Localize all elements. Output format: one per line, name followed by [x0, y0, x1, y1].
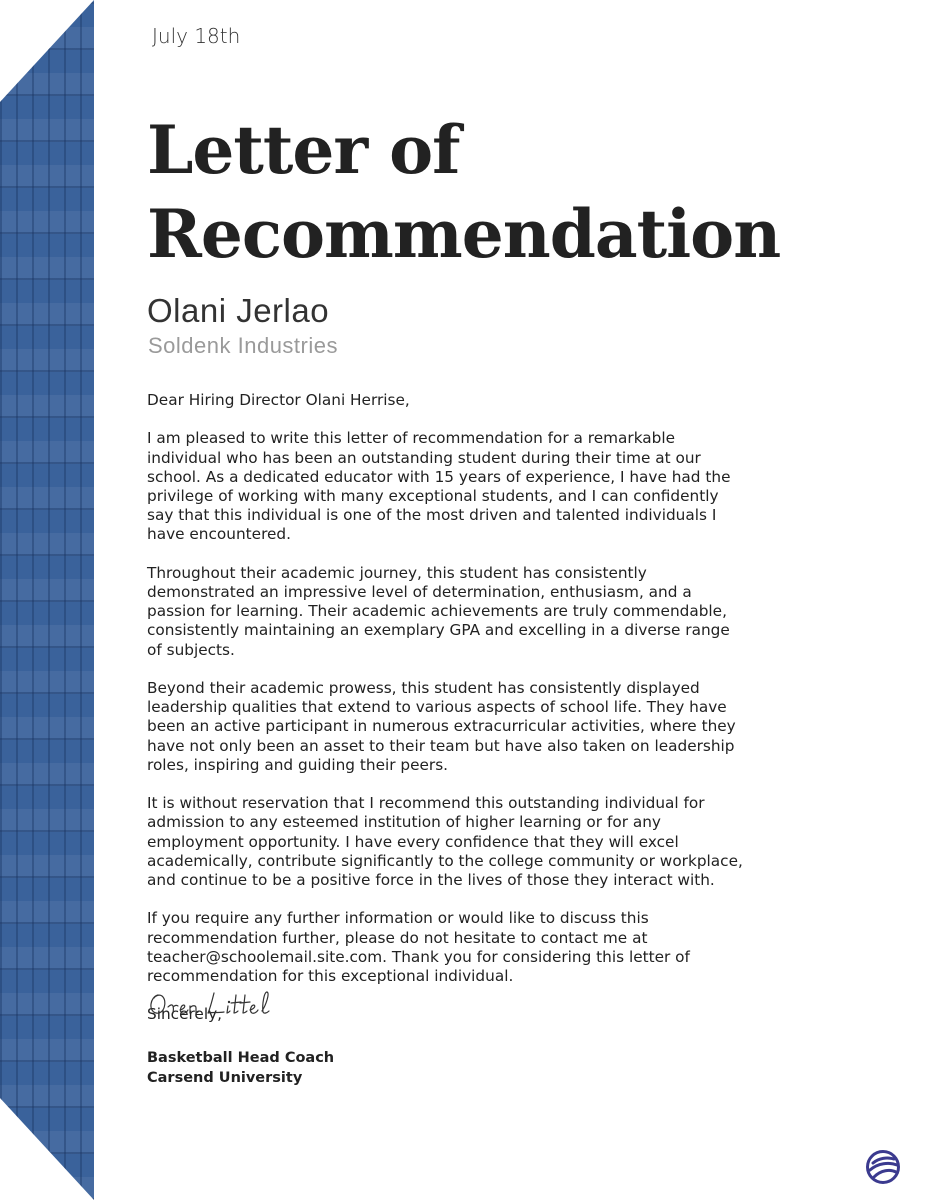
- title-line-1: Letter of: [147, 111, 460, 189]
- letter-body: [147, 391, 747, 1044]
- letter-date: July 18th: [152, 24, 241, 48]
- letter-title: [147, 108, 847, 276]
- decorative-side-band: [0, 0, 94, 1200]
- signer-organization: Carsend University: [147, 1070, 303, 1086]
- signer-block: [147, 1048, 334, 1088]
- body-paragraph-5: If you require any further information or would like to discuss this recommendation further, please do not hesitate to contact me at teacher@schoolemail.site.com. Thank you for considering this letter of recommendation for this exceptional individual.: [147, 909, 690, 986]
- globe-stripes-logo-icon: [865, 1149, 901, 1185]
- body-paragraph-3: Beyond their academic prowess, this student has consistently displayed leadership qualities that extend to various aspects of school life. They have been an active participant in numerous extracurricular activities, where they have not only been an asset to their team but have also taken on leadership roles, inspiring and guiding their peers.: [147, 679, 736, 774]
- title-line-2: Recommendation: [147, 195, 781, 273]
- sender-name: Olani Jerlao: [147, 292, 330, 329]
- body-paragraph-4: It is without reservation that I recommend this outstanding individual for admission to any esteemed institution of higher learning or for any employment opportunity. I have every confidence that they will excel academically, contribute significantly to the college community or workplace, and continue to be a positive force in the lives of those they interact with.: [147, 794, 743, 890]
- salutation: Dear Hiring Director Olani Herrise,: [147, 391, 410, 409]
- handwritten-signature: [146, 985, 296, 1025]
- body-paragraph-2: Throughout their academic journey, this student has consistently demonstrated an impressive level of determination, enthusiasm, and a passion for learning. Their academic achievements are truly commendable, consistently maintaining an exemplary GPA and excelling in a diverse range of subjects.: [147, 563, 730, 659]
- body-paragraph-1: I am pleased to write this letter of recommendation for a remarkable individual who has been an outstanding student during their time at our school. As a dedicated educator with 15 years of experience, I have had the privilege of working with many exceptional students, and I can confidently say that this individual is one of the most driven and talented individuals I have encountered.: [147, 429, 731, 544]
- closing: Sincerely,: [147, 1005, 223, 1024]
- signer-title: Basketball Head Coach: [147, 1050, 335, 1066]
- sender-company: Soldenk Industries: [148, 333, 338, 358]
